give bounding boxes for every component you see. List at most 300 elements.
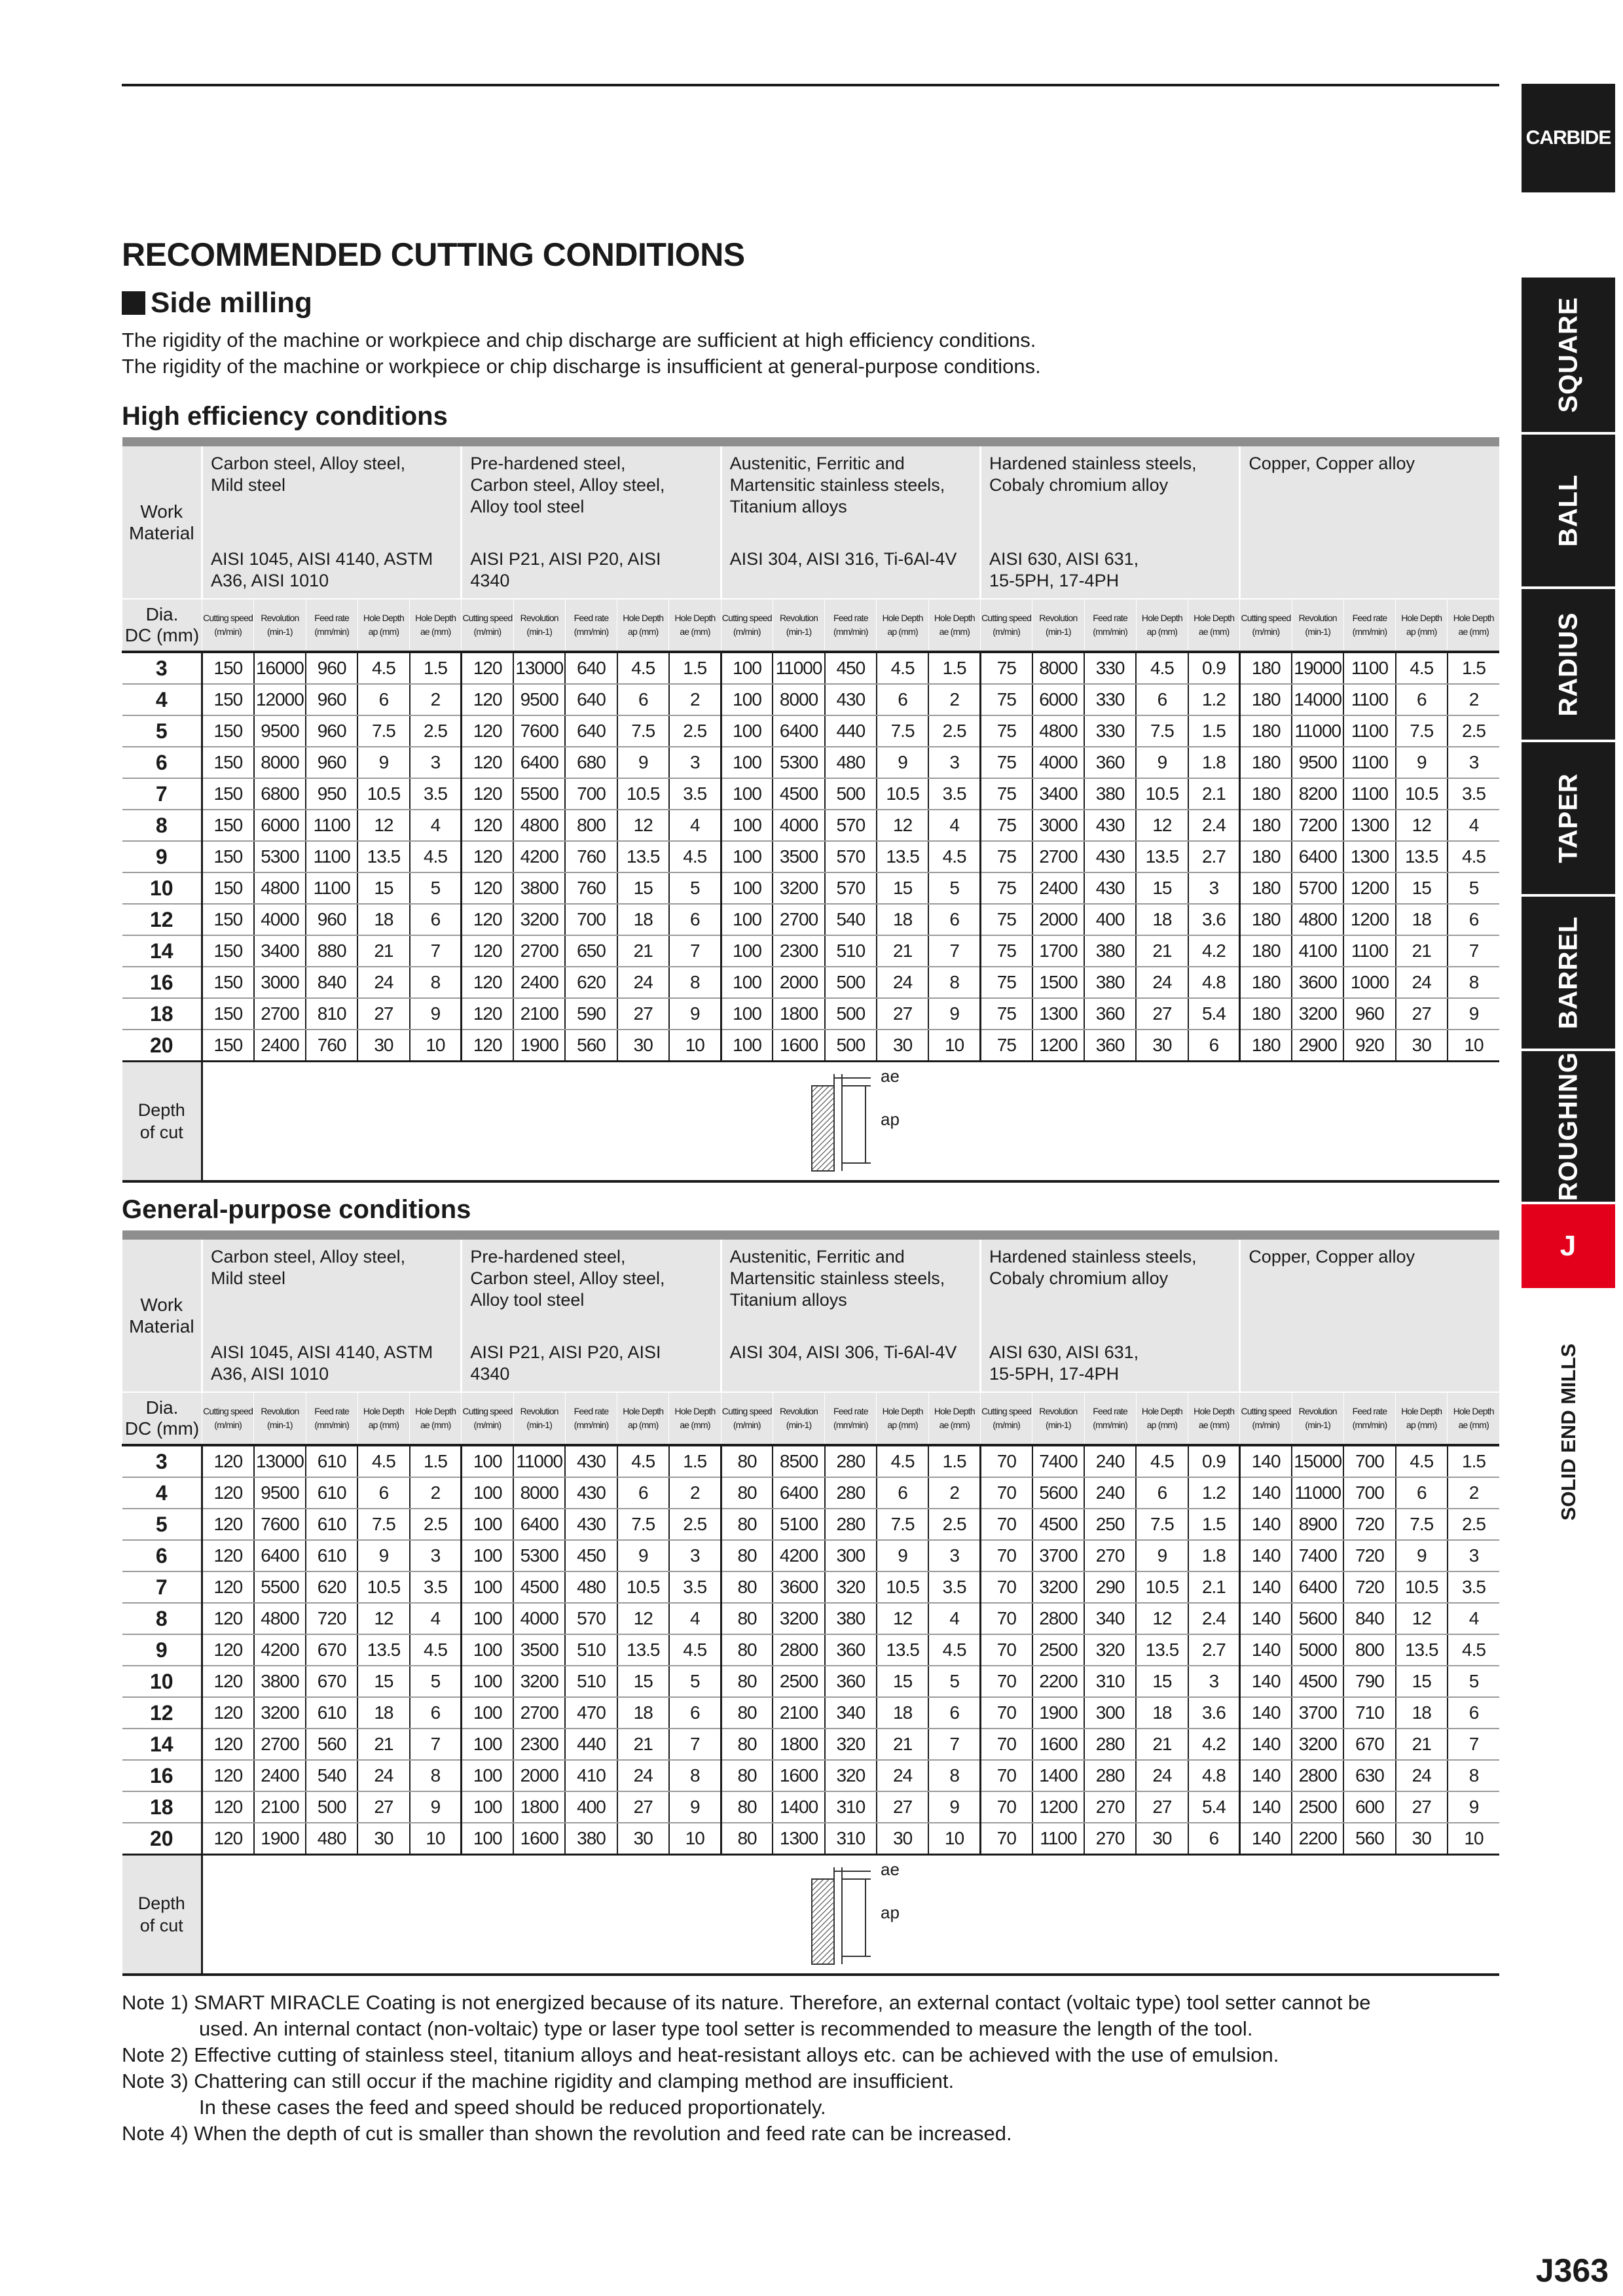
value-cell: 70 bbox=[980, 1603, 1032, 1634]
value-cell: 7600 bbox=[513, 715, 565, 747]
value-cell: 3.5 bbox=[669, 778, 721, 810]
depth-of-cut-label: Depth of cut bbox=[122, 1062, 202, 1182]
page-title: RECOMMENDED CUTTING CONDITIONS bbox=[122, 236, 745, 273]
column-header: Feed rate (mm/min) bbox=[565, 1392, 617, 1445]
column-header: Cutting speed (m/min) bbox=[1240, 599, 1292, 652]
value-cell: 5500 bbox=[513, 778, 565, 810]
value-cell: 360 bbox=[1084, 1030, 1136, 1062]
value-cell: 6000 bbox=[1032, 684, 1084, 715]
value-cell: 2 bbox=[928, 1477, 980, 1509]
value-cell: 24 bbox=[877, 967, 928, 998]
value-cell: 4 bbox=[410, 1603, 462, 1634]
value-cell: 27 bbox=[617, 998, 669, 1030]
value-cell: 2300 bbox=[513, 1729, 565, 1760]
value-cell: 180 bbox=[1240, 841, 1292, 872]
value-cell: 330 bbox=[1084, 652, 1136, 684]
general-row bbox=[122, 1509, 1500, 1540]
value-cell: 3.5 bbox=[1448, 1571, 1499, 1603]
diameter-cell: 16 bbox=[122, 967, 202, 998]
value-cell: 30 bbox=[1396, 1030, 1448, 1062]
value-cell: 27 bbox=[617, 1791, 669, 1823]
tab-carbide[interactable] bbox=[1522, 84, 1615, 192]
value-cell: 6400 bbox=[773, 715, 824, 747]
value-cell: 80 bbox=[721, 1445, 773, 1477]
value-cell: 1.5 bbox=[410, 652, 462, 684]
column-header: Hole Depth ae (mm) bbox=[669, 1392, 721, 1445]
value-cell: 800 bbox=[1343, 1634, 1395, 1666]
column-header: Feed rate (mm/min) bbox=[825, 599, 877, 652]
value-cell: 610 bbox=[306, 1445, 357, 1477]
value-cell: 1900 bbox=[1032, 1697, 1084, 1729]
material-standards: AISI P21, AISI P20, AISI 4340 bbox=[470, 549, 661, 590]
value-cell: 5 bbox=[1448, 872, 1499, 904]
value-cell: 70 bbox=[980, 1697, 1032, 1729]
value-cell: 7 bbox=[1448, 1729, 1499, 1760]
value-cell: 430 bbox=[1084, 841, 1136, 872]
value-cell: 3000 bbox=[1032, 810, 1084, 841]
value-cell: 30 bbox=[877, 1823, 928, 1855]
value-cell: 80 bbox=[721, 1571, 773, 1603]
value-cell: 500 bbox=[825, 778, 877, 810]
value-cell: 100 bbox=[721, 1030, 773, 1062]
diameter-cell: 7 bbox=[122, 778, 202, 810]
value-cell: 320 bbox=[825, 1729, 877, 1760]
value-cell: 5500 bbox=[254, 1571, 306, 1603]
value-cell: 2.1 bbox=[1188, 1571, 1240, 1603]
value-cell: 140 bbox=[1240, 1760, 1292, 1791]
value-cell: 7.5 bbox=[877, 1509, 928, 1540]
value-cell: 120 bbox=[202, 1477, 254, 1509]
value-cell: 4800 bbox=[513, 810, 565, 841]
tab-j-label: J bbox=[1559, 1230, 1577, 1262]
column-header: Hole Depth ap (mm) bbox=[357, 1392, 409, 1445]
value-cell: 2.4 bbox=[1188, 1603, 1240, 1634]
material-name: Copper, Copper alloy bbox=[1249, 454, 1415, 473]
value-cell: 120 bbox=[462, 967, 513, 998]
value-cell: 1100 bbox=[1343, 935, 1395, 967]
value-cell: 2.5 bbox=[410, 1509, 462, 1540]
value-cell: 250 bbox=[1084, 1509, 1136, 1540]
value-cell: 10.5 bbox=[617, 778, 669, 810]
value-cell: 10.5 bbox=[357, 778, 409, 810]
tab-carbide-label: CARBIDE bbox=[1525, 127, 1611, 149]
value-cell: 810 bbox=[306, 998, 357, 1030]
value-cell: 620 bbox=[306, 1571, 357, 1603]
value-cell: 8000 bbox=[254, 747, 306, 778]
value-cell: 140 bbox=[1240, 1729, 1292, 1760]
value-cell: 100 bbox=[721, 652, 773, 684]
value-cell: 4000 bbox=[254, 904, 306, 935]
value-cell: 5.4 bbox=[1188, 1791, 1240, 1823]
value-cell: 360 bbox=[1084, 747, 1136, 778]
tab-roughing[interactable] bbox=[1522, 1051, 1615, 1202]
value-cell: 5300 bbox=[513, 1540, 565, 1571]
value-cell: 400 bbox=[565, 1791, 617, 1823]
value-cell: 8 bbox=[928, 1760, 980, 1791]
value-cell: 840 bbox=[306, 967, 357, 998]
value-cell: 1.8 bbox=[1188, 1540, 1240, 1571]
tab-ball-label: BALL bbox=[1554, 474, 1582, 547]
value-cell: 7.5 bbox=[617, 715, 669, 747]
tab-radius-label: RADIUS bbox=[1554, 612, 1582, 717]
value-cell: 120 bbox=[462, 1030, 513, 1062]
value-cell: 3200 bbox=[773, 1603, 824, 1634]
dia-header: Dia. DC (mm) bbox=[122, 599, 202, 652]
value-cell: 1.5 bbox=[1448, 1445, 1499, 1477]
note-line: Note 3) Chattering can still occur if the machine rigidity and clamping method are insufficient. bbox=[122, 2070, 955, 2092]
value-cell: 2.1 bbox=[1188, 778, 1240, 810]
value-cell: 10.5 bbox=[1136, 778, 1188, 810]
value-cell: 6 bbox=[1136, 1477, 1188, 1509]
value-cell: 510 bbox=[825, 935, 877, 967]
note-line: In these cases the feed and speed should be reduced proportionately. bbox=[199, 2096, 826, 2119]
value-cell: 75 bbox=[980, 1030, 1032, 1062]
value-cell: 630 bbox=[1343, 1760, 1395, 1791]
tab-j[interactable] bbox=[1522, 1204, 1615, 1288]
value-cell: 10 bbox=[410, 1030, 462, 1062]
value-cell: 18 bbox=[617, 1697, 669, 1729]
high-row bbox=[122, 904, 1500, 935]
value-cell: 100 bbox=[721, 998, 773, 1030]
value-cell: 6 bbox=[1396, 1477, 1448, 1509]
tab-radius[interactable] bbox=[1522, 589, 1615, 740]
value-cell: 120 bbox=[202, 1666, 254, 1697]
value-cell: 1300 bbox=[773, 1823, 824, 1855]
column-header: Hole Depth ae (mm) bbox=[1448, 599, 1499, 652]
value-cell: 1900 bbox=[254, 1823, 306, 1855]
value-cell: 960 bbox=[306, 904, 357, 935]
diameter-cell: 6 bbox=[122, 747, 202, 778]
value-cell: 4.5 bbox=[617, 1445, 669, 1477]
value-cell: 8500 bbox=[773, 1445, 824, 1477]
value-cell: 430 bbox=[565, 1445, 617, 1477]
value-cell: 3400 bbox=[254, 935, 306, 967]
value-cell: 610 bbox=[306, 1477, 357, 1509]
value-cell: 430 bbox=[565, 1477, 617, 1509]
column-header: Revolution (min-1) bbox=[1292, 599, 1343, 652]
diameter-cell: 4 bbox=[122, 1477, 202, 1509]
material-standards: AISI 630, AISI 631, 15-5PH, 17-4PH bbox=[989, 549, 1139, 590]
value-cell: 12 bbox=[617, 810, 669, 841]
value-cell: 120 bbox=[202, 1634, 254, 1666]
value-cell: 4.5 bbox=[1448, 841, 1499, 872]
value-cell: 340 bbox=[825, 1697, 877, 1729]
value-cell: 11000 bbox=[773, 652, 824, 684]
value-cell: 1100 bbox=[1343, 715, 1395, 747]
value-cell: 15 bbox=[357, 1666, 409, 1697]
value-cell: 75 bbox=[980, 652, 1032, 684]
value-cell: 3 bbox=[1448, 1540, 1499, 1571]
value-cell: 150 bbox=[202, 872, 254, 904]
value-cell: 2700 bbox=[513, 935, 565, 967]
value-cell: 700 bbox=[565, 904, 617, 935]
value-cell: 15 bbox=[617, 872, 669, 904]
value-cell: 7.5 bbox=[1396, 1509, 1448, 1540]
value-cell: 7 bbox=[1448, 935, 1499, 967]
high-row bbox=[122, 872, 1500, 904]
value-cell: 9 bbox=[1136, 1540, 1188, 1571]
value-cell: 1900 bbox=[513, 1030, 565, 1062]
value-cell: 80 bbox=[721, 1634, 773, 1666]
value-cell: 24 bbox=[1136, 967, 1188, 998]
value-cell: 3700 bbox=[1292, 1697, 1343, 1729]
tab-barrel[interactable] bbox=[1522, 897, 1615, 1049]
column-header: Revolution (min-1) bbox=[773, 599, 824, 652]
column-header: Feed rate (mm/min) bbox=[565, 599, 617, 652]
value-cell: 6 bbox=[877, 684, 928, 715]
value-cell: 4.5 bbox=[669, 1634, 721, 1666]
value-cell: 140 bbox=[1240, 1509, 1292, 1540]
value-cell: 7.5 bbox=[1136, 1509, 1188, 1540]
value-cell: 150 bbox=[202, 747, 254, 778]
square-bullet-icon bbox=[122, 291, 145, 315]
value-cell: 5.4 bbox=[1188, 998, 1240, 1030]
value-cell: 7 bbox=[669, 1729, 721, 1760]
value-cell: 540 bbox=[306, 1760, 357, 1791]
value-cell: 670 bbox=[306, 1634, 357, 1666]
value-cell: 75 bbox=[980, 998, 1032, 1030]
value-cell: 4.5 bbox=[928, 1634, 980, 1666]
general-row bbox=[122, 1760, 1500, 1791]
column-header: Hole Depth ae (mm) bbox=[410, 599, 462, 652]
value-cell: 4200 bbox=[254, 1634, 306, 1666]
column-header: Hole Depth ap (mm) bbox=[877, 599, 928, 652]
value-cell: 3600 bbox=[1292, 967, 1343, 998]
value-cell: 4800 bbox=[254, 872, 306, 904]
value-cell: 2800 bbox=[1032, 1603, 1084, 1634]
value-cell: 0.9 bbox=[1188, 652, 1240, 684]
diameter-cell: 9 bbox=[122, 1634, 202, 1666]
value-cell: 7.5 bbox=[617, 1509, 669, 1540]
value-cell: 1.5 bbox=[928, 1445, 980, 1477]
value-cell: 75 bbox=[980, 810, 1032, 841]
column-header: Feed rate (mm/min) bbox=[1343, 599, 1395, 652]
column-header: Feed rate (mm/min) bbox=[825, 1392, 877, 1445]
value-cell: 1.8 bbox=[1188, 747, 1240, 778]
value-cell: 6400 bbox=[773, 1477, 824, 1509]
value-cell: 0.9 bbox=[1188, 1445, 1240, 1477]
depth-of-cut-label: Depth of cut bbox=[122, 1855, 202, 1975]
value-cell: 2400 bbox=[513, 967, 565, 998]
value-cell: 1100 bbox=[1343, 652, 1395, 684]
value-cell: 8 bbox=[669, 1760, 721, 1791]
top-rule bbox=[122, 84, 1499, 86]
value-cell: 18 bbox=[1136, 904, 1188, 935]
value-cell: 1200 bbox=[1032, 1030, 1084, 1062]
value-cell: 150 bbox=[202, 715, 254, 747]
value-cell: 1100 bbox=[1343, 747, 1395, 778]
tab-roughing-label: ROUGHING bbox=[1554, 1052, 1582, 1201]
tab-ball[interactable] bbox=[1522, 435, 1615, 586]
value-cell: 5600 bbox=[1292, 1603, 1343, 1634]
value-cell: 960 bbox=[306, 715, 357, 747]
high-row bbox=[122, 715, 1500, 747]
value-cell: 13.5 bbox=[617, 841, 669, 872]
value-cell: 4.8 bbox=[1188, 1760, 1240, 1791]
value-cell: 27 bbox=[357, 998, 409, 1030]
value-cell: 2000 bbox=[513, 1760, 565, 1791]
general-material-4 bbox=[980, 1240, 1239, 1392]
column-header: Cutting speed (m/min) bbox=[462, 1392, 513, 1445]
value-cell: 720 bbox=[1343, 1540, 1395, 1571]
value-cell: 1300 bbox=[1343, 841, 1395, 872]
value-cell: 960 bbox=[306, 747, 357, 778]
value-cell: 9 bbox=[1448, 998, 1499, 1030]
ap-label: ap bbox=[881, 1903, 900, 1922]
value-cell: 430 bbox=[1084, 872, 1136, 904]
diameter-cell: 5 bbox=[122, 1509, 202, 1540]
value-cell: 5 bbox=[1448, 1666, 1499, 1697]
value-cell: 6 bbox=[1396, 684, 1448, 715]
tab-square[interactable] bbox=[1522, 278, 1615, 432]
value-cell: 14000 bbox=[1292, 684, 1343, 715]
value-cell: 5 bbox=[669, 1666, 721, 1697]
value-cell: 1100 bbox=[1343, 778, 1395, 810]
value-cell: 70 bbox=[980, 1571, 1032, 1603]
value-cell: 4000 bbox=[773, 810, 824, 841]
value-cell: 120 bbox=[462, 715, 513, 747]
diameter-cell: 18 bbox=[122, 1791, 202, 1823]
value-cell: 5 bbox=[669, 872, 721, 904]
general-purpose-table bbox=[122, 1230, 1499, 1976]
diameter-cell: 10 bbox=[122, 1666, 202, 1697]
value-cell: 180 bbox=[1240, 652, 1292, 684]
value-cell: 4500 bbox=[1292, 1666, 1343, 1697]
high-top-bar bbox=[122, 437, 1500, 446]
value-cell: 5 bbox=[410, 872, 462, 904]
general-material-5 bbox=[1240, 1240, 1499, 1392]
value-cell: 610 bbox=[306, 1540, 357, 1571]
value-cell: 10 bbox=[928, 1823, 980, 1855]
value-cell: 120 bbox=[462, 747, 513, 778]
value-cell: 10.5 bbox=[877, 1571, 928, 1603]
value-cell: 3200 bbox=[513, 1666, 565, 1697]
value-cell: 13.5 bbox=[357, 1634, 409, 1666]
value-cell: 12 bbox=[1396, 810, 1448, 841]
value-cell: 380 bbox=[1084, 967, 1136, 998]
value-cell: 6400 bbox=[513, 1509, 565, 1540]
value-cell: 9 bbox=[1396, 1540, 1448, 1571]
notes bbox=[122, 1990, 1371, 2147]
value-cell: 840 bbox=[1343, 1603, 1395, 1634]
value-cell: 7 bbox=[669, 935, 721, 967]
high-row bbox=[122, 810, 1500, 841]
value-cell: 6 bbox=[357, 1477, 409, 1509]
value-cell: 4.5 bbox=[357, 1445, 409, 1477]
value-cell: 7400 bbox=[1292, 1540, 1343, 1571]
value-cell: 3700 bbox=[1032, 1540, 1084, 1571]
column-header: Cutting speed (m/min) bbox=[202, 599, 254, 652]
value-cell: 100 bbox=[462, 1729, 513, 1760]
value-cell: 75 bbox=[980, 747, 1032, 778]
value-cell: 2700 bbox=[1032, 841, 1084, 872]
value-cell: 27 bbox=[1136, 998, 1188, 1030]
value-cell: 21 bbox=[617, 1729, 669, 1760]
value-cell: 1.5 bbox=[410, 1445, 462, 1477]
value-cell: 2800 bbox=[1292, 1760, 1343, 1791]
value-cell: 1400 bbox=[773, 1791, 824, 1823]
value-cell: 150 bbox=[202, 684, 254, 715]
column-header: Cutting speed (m/min) bbox=[462, 599, 513, 652]
value-cell: 4000 bbox=[1032, 747, 1084, 778]
value-cell: 100 bbox=[721, 715, 773, 747]
value-cell: 70 bbox=[980, 1540, 1032, 1571]
value-cell: 9 bbox=[410, 1791, 462, 1823]
value-cell: 100 bbox=[462, 1760, 513, 1791]
value-cell: 2 bbox=[928, 684, 980, 715]
value-cell: 880 bbox=[306, 935, 357, 967]
value-cell: 180 bbox=[1240, 967, 1292, 998]
value-cell: 6 bbox=[617, 1477, 669, 1509]
value-cell: 310 bbox=[1084, 1666, 1136, 1697]
value-cell: 2700 bbox=[513, 1697, 565, 1729]
high-row bbox=[122, 652, 1500, 684]
value-cell: 640 bbox=[565, 652, 617, 684]
general-material-1 bbox=[202, 1240, 462, 1392]
value-cell: 100 bbox=[721, 810, 773, 841]
value-cell: 760 bbox=[306, 1030, 357, 1062]
value-cell: 4.5 bbox=[357, 652, 409, 684]
value-cell: 2800 bbox=[773, 1634, 824, 1666]
value-cell: 3000 bbox=[254, 967, 306, 998]
high-row bbox=[122, 1030, 1500, 1062]
value-cell: 570 bbox=[825, 872, 877, 904]
value-cell: 100 bbox=[462, 1477, 513, 1509]
value-cell: 6 bbox=[410, 904, 462, 935]
value-cell: 150 bbox=[202, 841, 254, 872]
high-row bbox=[122, 841, 1500, 872]
diameter-cell: 20 bbox=[122, 1030, 202, 1062]
value-cell: 2 bbox=[669, 684, 721, 715]
value-cell: 330 bbox=[1084, 715, 1136, 747]
value-cell: 13.5 bbox=[877, 841, 928, 872]
tab-taper[interactable] bbox=[1522, 742, 1615, 894]
value-cell: 150 bbox=[202, 967, 254, 998]
value-cell: 13.5 bbox=[1396, 841, 1448, 872]
value-cell: 1000 bbox=[1343, 967, 1395, 998]
column-header: Revolution (min-1) bbox=[1032, 1392, 1084, 1445]
value-cell: 27 bbox=[877, 1791, 928, 1823]
high-material-3 bbox=[721, 446, 980, 599]
value-cell: 100 bbox=[721, 904, 773, 935]
general-row bbox=[122, 1445, 1500, 1477]
value-cell: 480 bbox=[306, 1823, 357, 1855]
value-cell: 150 bbox=[202, 935, 254, 967]
value-cell: 120 bbox=[462, 684, 513, 715]
value-cell: 3 bbox=[669, 747, 721, 778]
tab-taper-label: TAPER bbox=[1554, 773, 1582, 863]
value-cell: 380 bbox=[825, 1603, 877, 1634]
value-cell: 70 bbox=[980, 1791, 1032, 1823]
value-cell: 18 bbox=[1396, 904, 1448, 935]
material-standards: AISI 1045, AISI 4140, ASTM A36, AISI 1010 bbox=[211, 549, 433, 590]
value-cell: 1100 bbox=[1032, 1823, 1084, 1855]
diameter-cell: 9 bbox=[122, 841, 202, 872]
value-cell: 8 bbox=[1448, 1760, 1499, 1791]
value-cell: 80 bbox=[721, 1823, 773, 1855]
high-efficiency-heading: High efficiency conditions bbox=[122, 402, 448, 431]
value-cell: 150 bbox=[202, 1030, 254, 1062]
column-header: Cutting speed (m/min) bbox=[980, 599, 1032, 652]
value-cell: 13.5 bbox=[617, 1634, 669, 1666]
value-cell: 120 bbox=[202, 1445, 254, 1477]
value-cell: 2.5 bbox=[928, 715, 980, 747]
value-cell: 5700 bbox=[1292, 872, 1343, 904]
value-cell: 9 bbox=[928, 1791, 980, 1823]
value-cell: 19000 bbox=[1292, 652, 1343, 684]
value-cell: 100 bbox=[721, 967, 773, 998]
value-cell: 140 bbox=[1240, 1634, 1292, 1666]
